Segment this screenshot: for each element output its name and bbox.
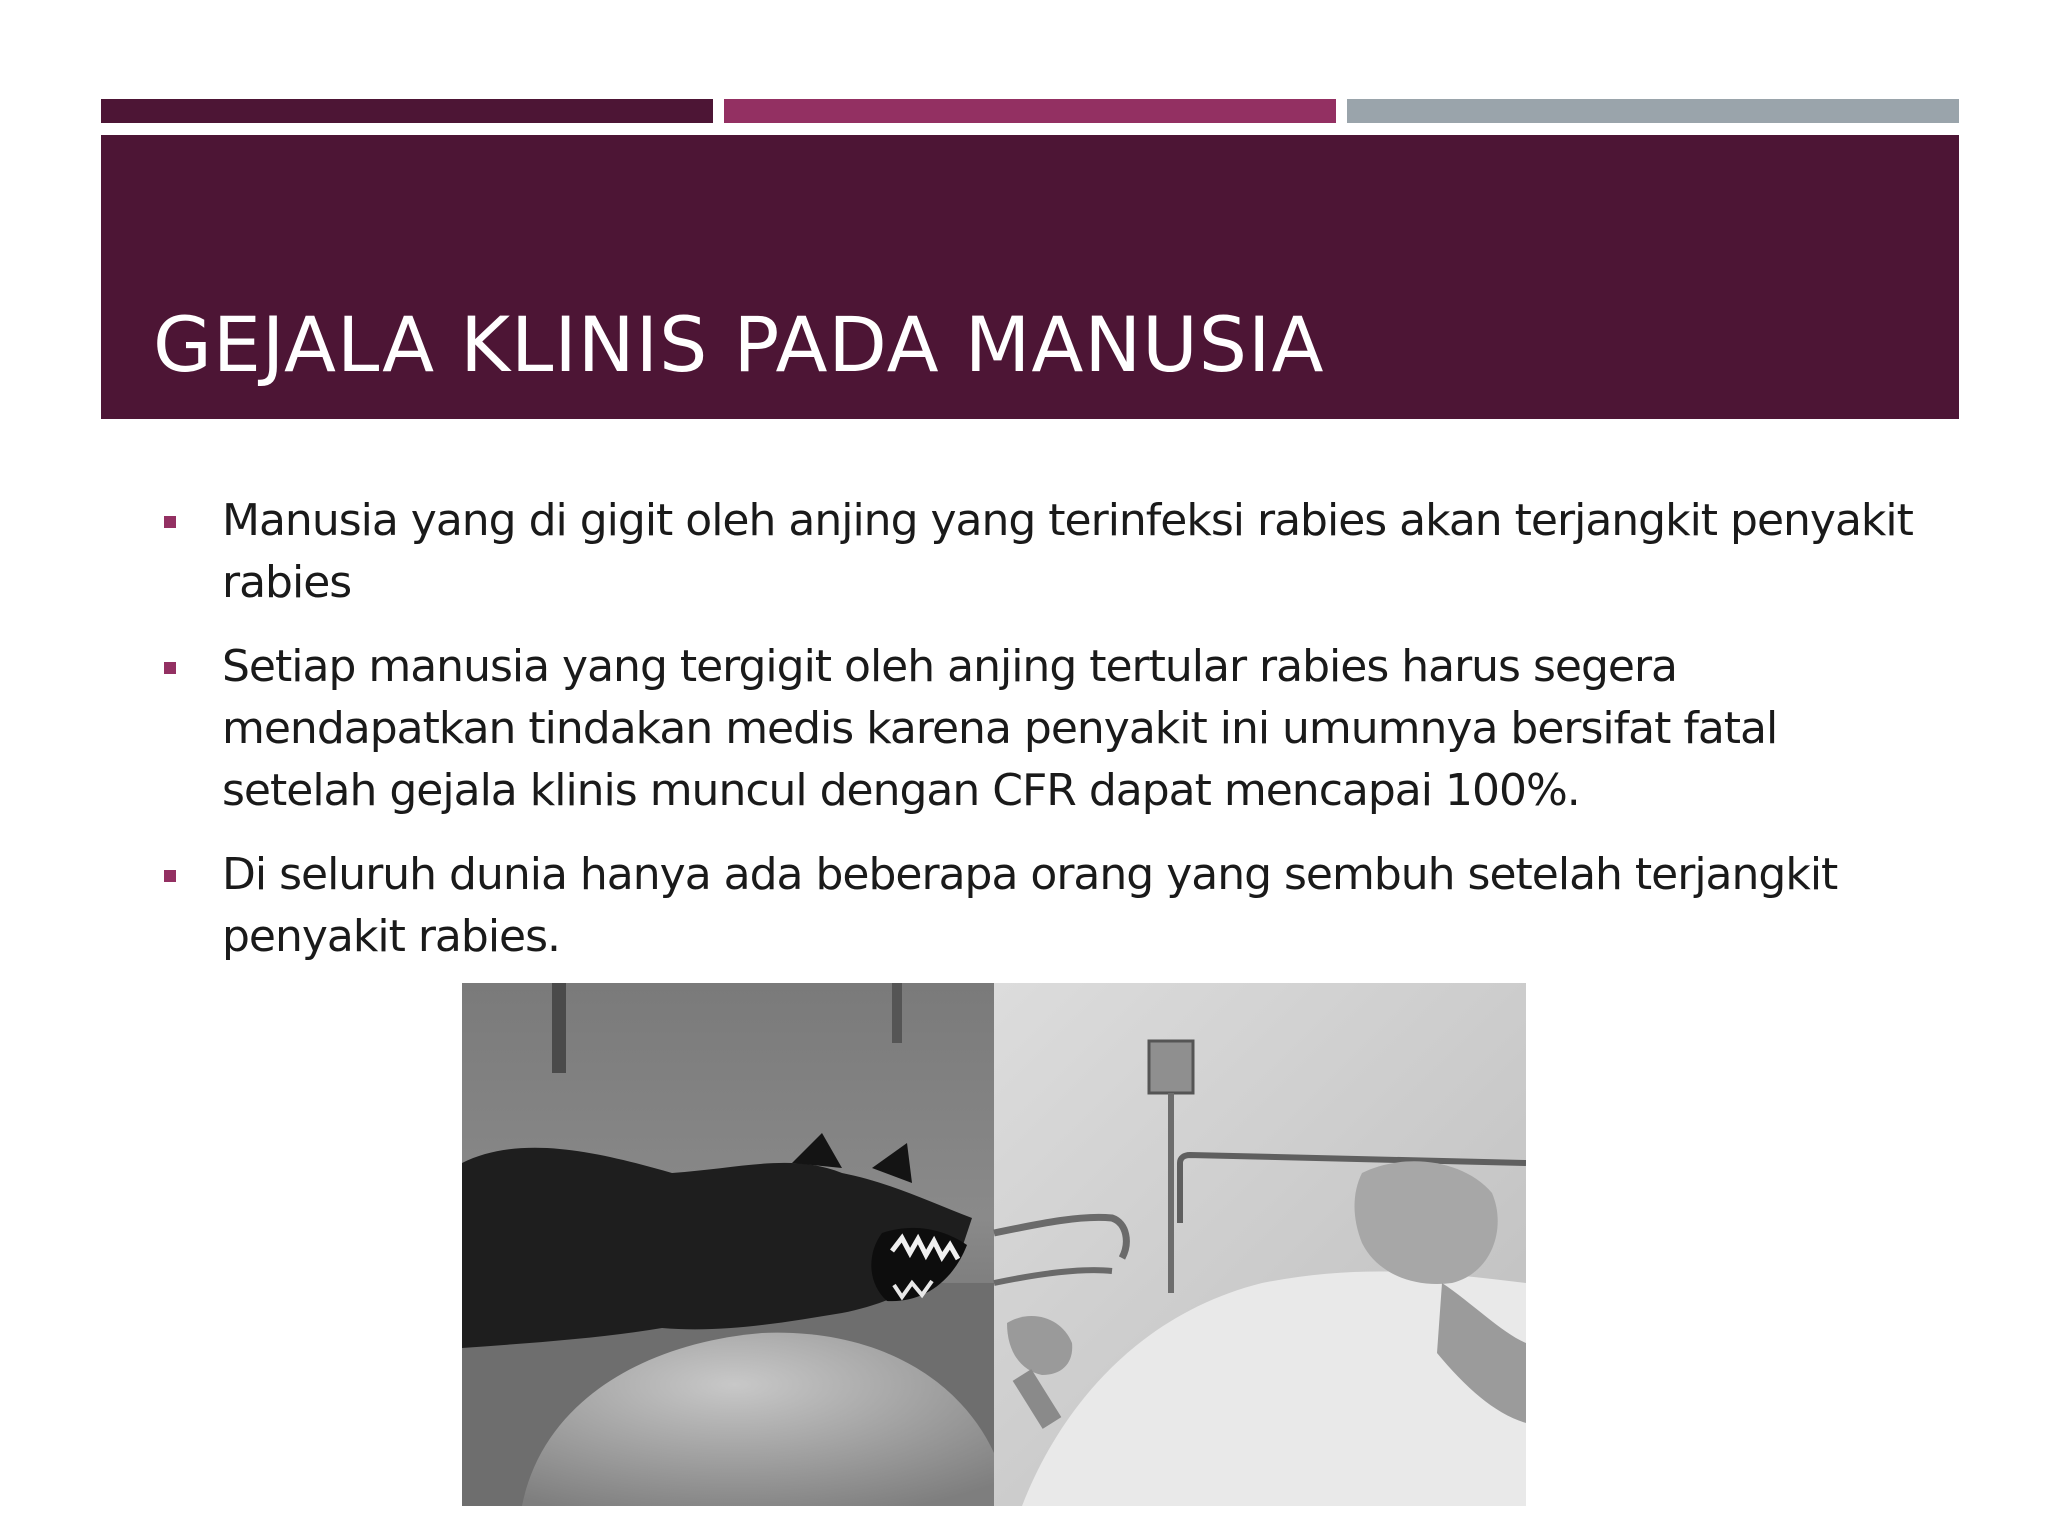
square-bullet-icon xyxy=(164,662,176,674)
bullet-item xyxy=(160,490,1920,614)
rabies-photo-collage xyxy=(462,983,1526,1506)
bullet-text: Setiap manusia yang tergigit oleh anjing tertular rabies harus segera mendapatkan tindakan medis karena penyakit ini umumnya bersifat fatal setelah gejala klinis muncul dengan CFR dapat mencapai 100%. xyxy=(222,641,1778,816)
header-stripe-dark xyxy=(101,99,713,123)
patient-photo-panel xyxy=(994,983,1526,1506)
bullet-list xyxy=(160,490,1920,990)
bullet-text: Manusia yang di gigit oleh anjing yang terinfeksi rabies akan terjangkit penyakit rabies xyxy=(222,495,1913,608)
dog-photo-panel xyxy=(462,983,994,1506)
bullet-text: Di seluruh dunia hanya ada beberapa orang yang sembuh setelah terjangkit penyakit rabies. xyxy=(222,849,1838,962)
header-stripe-gray xyxy=(1347,99,1959,123)
slide-title: GEJALA KLINIS PADA MANUSIA xyxy=(153,300,1325,389)
bullet-item xyxy=(160,636,1920,822)
header-stripe-magenta xyxy=(724,99,1336,123)
square-bullet-icon xyxy=(164,870,176,882)
bullet-item xyxy=(160,844,1920,968)
square-bullet-icon xyxy=(164,516,176,528)
title-band xyxy=(101,135,1959,419)
